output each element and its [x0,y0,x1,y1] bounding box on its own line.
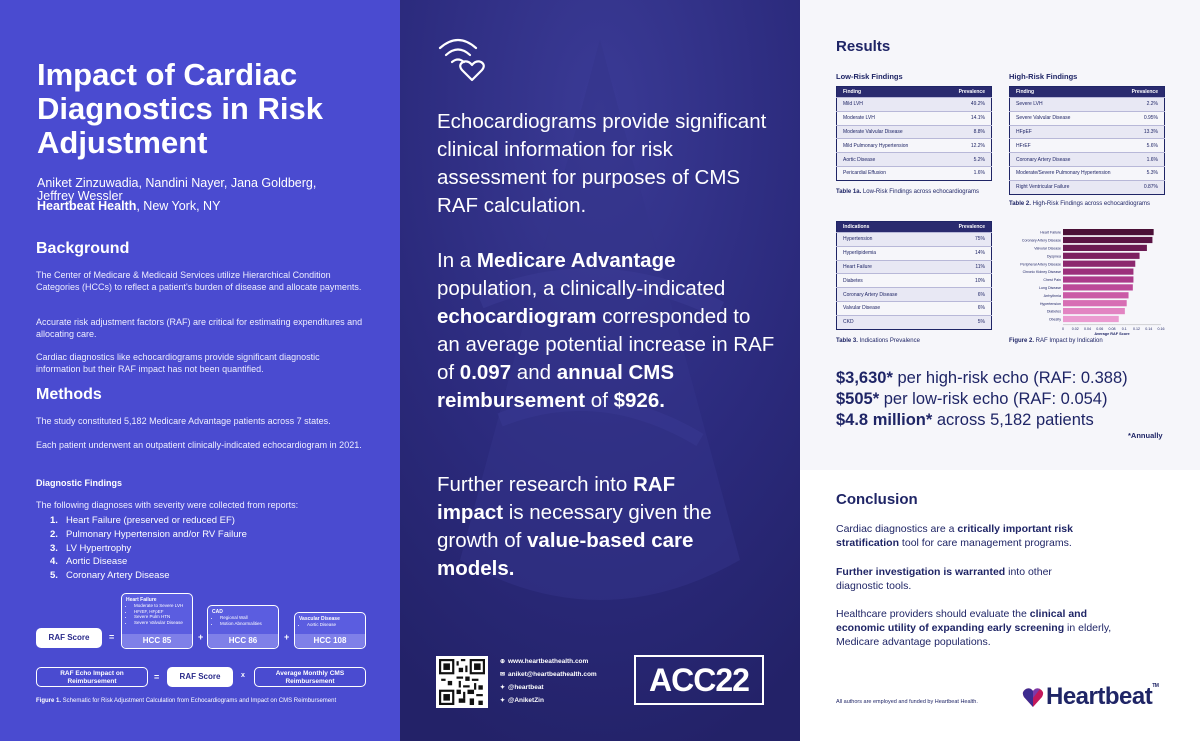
hcc108-card: Vascular Disease • Aortic Disease HCC 108 [294,612,366,649]
category-label: Coronary Artery Disease [1021,238,1061,243]
raf-impact-chart [1009,224,1169,336]
cell-finding: HFpEF [1010,125,1124,139]
x-axis-label: Average RAF Score [1094,331,1130,336]
affiliation: Heartbeat Health, New York, NY [37,199,221,213]
cell-prevalence: 5.3% [1123,166,1164,180]
funding-footnote: All authors are employed and funded by Heartbeat Health. [836,699,978,705]
tick-label: 0.02 [1071,326,1079,331]
category-label: Dyspnea [1046,254,1061,259]
tick-label: 0.16 [1157,326,1165,331]
cell-finding: Heart Failure [837,260,935,274]
cell-finding: Mild Pulmonary Hypertension [837,139,940,153]
cell-finding: Hypertension [837,233,935,247]
cell-prevalence: 8.8% [940,125,992,139]
cell-finding: Moderate Valvular Disease [837,125,940,139]
cell-prevalence: 6% [935,301,992,315]
bar [1063,261,1135,267]
twitter-aniket-link[interactable]: ✦ @AniketZin [500,697,544,704]
bar [1063,308,1125,314]
authors: Aniket Zinzuwadia, Nandini Nayer, Jana Goldberg, Jeffrey Wessler [37,176,317,203]
table-row [837,139,992,153]
methods-p1: The study constituted 5,182 Medicare Advantage patients across 7 states. [36,416,331,426]
bar [1063,229,1154,235]
table2-caption: Table 2. High-Risk Findings across echocardiograms [1009,201,1150,207]
list-item: 1. Heart Failure (preserved or reduced EF) [50,515,235,526]
list-item: 3. LV Hypertrophy [50,542,132,554]
background-heading: Background [36,240,130,257]
category-label: Obesity [1048,317,1061,322]
list-item: 5. Coronary Artery Disease [50,570,170,582]
category-label: Valvular Disease [1034,246,1061,251]
figure1-caption: Figure 1. Schematic for Risk Adjustment Calculation from Echocardiograms and Impact on CMS Reimbursement [36,698,337,704]
methods-intro: The following diagnoses with severity were collected from reports: [36,500,299,510]
conclusion-p1: Cardiac diagnostics are a critically important risk stratification tool for care management programs. [836,523,1073,549]
results-heading: Results [836,38,891,55]
bar [1063,237,1152,243]
category-label: Arrhythmia [1043,293,1061,298]
cell-finding: Diabetes [837,274,935,288]
twitter-icon: ✦ [500,698,506,704]
methods-heading: Methods [36,386,102,403]
tick-label: 0.08 [1108,326,1116,331]
high-risk-table: Finding Prevalence Severe LVH 2.2% Severe Valvular Disease 0.95% HFpEF 13.3% HFrEF 5.6% Coronary Artery Disease 1.6% Moderate/Severe Pulmonary Hypertension 5.3% Right Ventricular Failure 0.87% [1009,86,1165,195]
cell-finding: Right Ventricular Failure [1010,180,1124,194]
stat-total: $4.8 million* across 5,182 patients [836,411,1094,429]
category-label: Diabetes [1046,309,1061,314]
bar [1063,292,1129,298]
plus-sign: + [284,632,290,642]
plus-sign: + [198,632,204,642]
tick-label: 0.06 [1096,326,1104,331]
bar [1063,253,1140,259]
cell-finding: Hyperlipidemia [837,246,935,260]
bar [1063,284,1133,290]
middle-p3: Further research into RAF impact is necessary given the growth of value-based care models. [437,473,712,580]
tick-label: 0 [1062,326,1064,331]
mail-icon: ✉ [500,672,506,678]
cell-finding: Moderate/Severe Pulmonary Hypertension [1010,166,1124,180]
table-row [837,125,992,139]
cell-prevalence: 6% [935,288,992,302]
diagnosis-list [50,514,247,583]
table-row [837,246,992,260]
globe-icon: ⊕ [500,659,506,665]
bar [1063,245,1147,251]
hcc85-card: Heart Failure • Moderate to Severe LVH • HFrEF, HFpEF • Severe Pulm HTN • Severe Valvular Disease HCC 85 [121,593,193,649]
website-link[interactable]: ⊕ www.heartbeathealth.com [500,658,589,665]
background-p1: The Center of Medicare & Medicaid Services utilize Hierarchical Condition Categories (HCCs) to reflect a patient's burden of disease and allocate payments. [36,270,362,292]
equals-sign: = [154,672,160,682]
low-risk-title: Low-Risk Findings [836,72,903,81]
echo-impact-box: RAF Echo Impact on Reimbursement [36,667,148,687]
conclusion-p3: Healthcare providers should evaluate the clinical and economic utility of expanding early screening in elderly, Medicare advantage populations. [836,608,1112,648]
cell-prevalence: 5.6% [1123,139,1164,153]
cell-prevalence: 14% [935,246,992,260]
twitter-heartbeat-link[interactable]: ✦ @heartbeat [500,684,544,691]
cell-prevalence: 11% [935,260,992,274]
hcc86-card: CAD • Regional Wall • Motion Abnormalities HCC 86 [207,605,279,649]
category-label: Peripheral Artery Disease [1020,262,1061,267]
qr-code-icon [439,659,485,705]
table-row [1010,111,1165,125]
twitter-icon: ✦ [500,685,506,691]
qr-code[interactable] [436,656,488,708]
cell-finding: Valvular Disease [837,301,935,315]
table-row [837,233,992,247]
table-row [837,153,992,167]
hcc86-label: HCC 86 [208,634,278,648]
cell-finding: Coronary Artery Disease [837,288,935,302]
cell-prevalence: 5% [935,315,992,329]
cell-finding: Pericardial Effusion [837,166,940,180]
cell-prevalence: 1.6% [1123,153,1164,167]
category-label: Lung Disease [1039,286,1061,290]
raf-score-box: RAF Score [167,667,233,687]
cell-finding: Mild LVH [837,98,940,112]
table-row [837,111,992,125]
heartbeat-logo: Heartbeat™ [1046,683,1159,710]
table-row [1010,125,1165,139]
middle-p2: In a Medicare Advantage population, a clinically-indicated echocardiogram corresponded to an average potential increase in RAF of 0.097 and annual CMS reimbursement of $926. [437,249,775,412]
avg-monthly-box: Average Monthly CMS Reimbursement [254,667,366,687]
heart-wifi-icon [436,34,486,84]
category-label: Chronic Kidney Disease [1022,270,1061,275]
table-row [837,274,992,288]
bar [1063,276,1133,282]
low-risk-table: Finding Prevalence Mild LVH 49.2% Moderate LVH 14.1% Moderate Valvular Disease 8.8% Mild Pulmonary Hypertension 12.2% Aortic Disease 5.2% Pericardial Effusion 1.6% [836,86,992,181]
category-label: Hypertension [1039,301,1061,306]
table-row [837,260,992,274]
cell-prevalence: 2.2% [1123,98,1164,112]
tick-label: 0.04 [1084,326,1091,331]
cell-prevalence: 12.2% [940,139,992,153]
tick-label: 0.1 [1121,326,1127,331]
bar [1063,316,1119,322]
table-row [837,166,992,180]
cell-prevalence: 10% [935,274,992,288]
tick-label: 0.12 [1133,326,1140,331]
bar [1063,269,1133,275]
table-row [1010,166,1165,180]
table-row [1010,153,1165,167]
acc22-logo: ACC22 [634,655,764,705]
raf-score-box: RAF Score [36,628,102,648]
cell-prevalence: 75% [935,233,992,247]
list-item: 2. Pulmonary Hypertension and/or RV Failure [50,528,247,540]
cell-prevalence: 0.87% [1123,180,1164,194]
table-row [1010,139,1165,153]
conclusion-heading: Conclusion [836,491,918,508]
cell-prevalence: 1.6% [940,166,992,180]
tick-label: 0.14 [1145,326,1153,331]
background-p2: Accurate risk adjustment factors (RAF) are critical for estimating expenditures and allocating care. [36,317,363,339]
annually-note: *Annually [1128,431,1163,440]
times-sign: x [241,672,245,679]
category-label: Heart Failure [1040,230,1061,235]
cell-finding: Aortic Disease [837,153,940,167]
cell-finding: HFrEF [1010,139,1124,153]
background-p3: Cardiac diagnostics like echocardiograms provide significant diagnostic information but their RAF impact has not been quantified. [36,352,320,374]
indications-table: Indications Prevalence Hypertension 75% Hyperlipidemia 14% Heart Failure 11% Diabetes 10% Coronary Artery Disease 6% Valvular Disease 6% CKD 5% [836,221,992,330]
stat-high-risk: $3,630* per high-risk echo (RAF: 0.388) [836,369,1128,387]
poster-title: Impact of Cardiac Diagnostics in Risk Adjustment [37,57,323,160]
methods-p2: Each patient underwent an outpatient clinically-indicated echocardiogram in 2021. [36,440,362,450]
cell-finding: Severe LVH [1010,98,1124,112]
equals-sign: = [109,632,115,642]
diagnostic-findings-heading: Diagnostic Findings [36,478,123,488]
cell-finding: Severe Valvular Disease [1010,111,1124,125]
conclusion-p2: Further investigation is warranted into other diagnostic tools. [836,566,1052,592]
category-label: Chest Pain [1043,278,1061,283]
heartbeat-logo-icon [1022,686,1044,708]
table-row [1010,180,1165,194]
table-row [837,315,992,329]
table1-caption: Table 1a. Low-Risk Findings across echocardiograms [836,189,979,195]
stat-low-risk: $505* per low-risk echo (RAF: 0.054) [836,390,1108,408]
cell-finding: Moderate LVH [837,111,940,125]
bar [1063,300,1127,306]
high-risk-title: High-Risk Findings [1009,72,1078,81]
table3-caption: Table 3. Indications Prevalence [836,338,920,344]
middle-p1: Echocardiograms provide significant clinical information for risk assessment for purposes of CMS RAF calculation. [437,110,767,217]
table-row [837,288,992,302]
cell-finding: Coronary Artery Disease [1010,153,1124,167]
hcc85-label: HCC 85 [122,634,192,648]
cell-prevalence: 14.1% [940,111,992,125]
table-row [837,301,992,315]
table-row [837,98,992,112]
cell-finding: CKD [837,315,935,329]
cell-prevalence: 49.2% [940,98,992,112]
cell-prevalence: 5.2% [940,153,992,167]
cell-prevalence: 0.95% [1123,111,1164,125]
email-link[interactable]: ✉ aniket@heartbeathealth.com [500,671,597,678]
table-row [1010,98,1165,112]
hcc108-label: HCC 108 [295,634,365,648]
cell-prevalence: 13.3% [1123,125,1164,139]
list-item: 4. Aortic Disease [50,556,128,568]
figure2-caption: Figure 2. RAF Impact by Indication [1009,338,1103,344]
